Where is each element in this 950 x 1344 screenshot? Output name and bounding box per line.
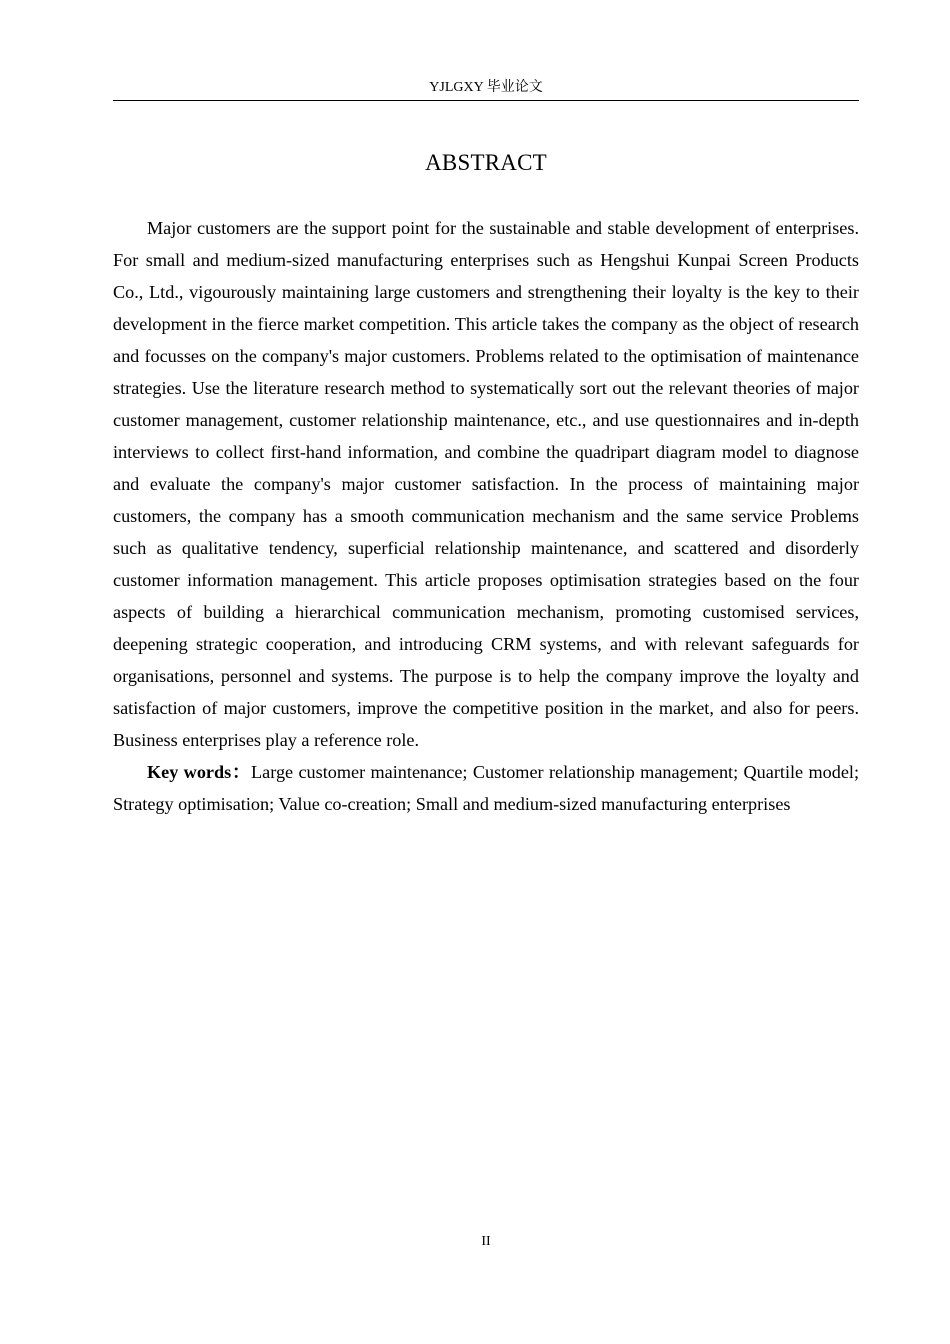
- abstract-title: ABSTRACT: [425, 150, 547, 175]
- header-rule: [113, 100, 859, 101]
- abstract-body: [113, 212, 859, 820]
- running-header: YJLGXY 毕业论文: [429, 80, 543, 95]
- keywords-label: Key words：: [147, 762, 252, 782]
- abstract-paragraph: Major customers are the support point for the sustainable and stable development of enterprises. For small and medium-sized manufacturing enterprises such as Hengshui Kunpai Screen Products Co., Ltd., vigourously maintaining large customers and strengthening their loyalty is the key to their development in the fierce market competition. This article takes the company as the object of research and focusses on the company's major customers. Problems related to the optimisation of maintenance strategies. Use the literature research method to systematically sort out the relevant theories of major customer management, customer relationship maintenance, etc., and use questionnaires and in-depth interviews to collect first-hand information, and combine the quadripart diagram model to diagnose and evaluate the company's major customer satisfaction. In the process of maintaining major customers, the company has a smooth communication mechanism and the same service Problems such as qualitative tendency, superficial relationship maintenance, and scattered and disorderly customer information management. This article proposes optimisation strategies based on the four aspects of building a hierarchical communication mechanism, promoting customised services, deepening strategic cooperation, and introducing CRM systems, and with relevant safeguards for organisations, personnel and systems. The purpose is to help the company improve the loyalty and satisfaction of major customers, improve the competitive position in the market, and also for peers. Business enterprises play a reference role.: [113, 218, 859, 750]
- page-number: II: [481, 1234, 491, 1249]
- keywords-paragraph: [113, 756, 859, 820]
- keywords-text: Large customer maintenance; Customer relationship management; Quartile model; Strategy optimisation; Value co-creation; Small and medium-sized manufacturing enterprises: [113, 762, 860, 814]
